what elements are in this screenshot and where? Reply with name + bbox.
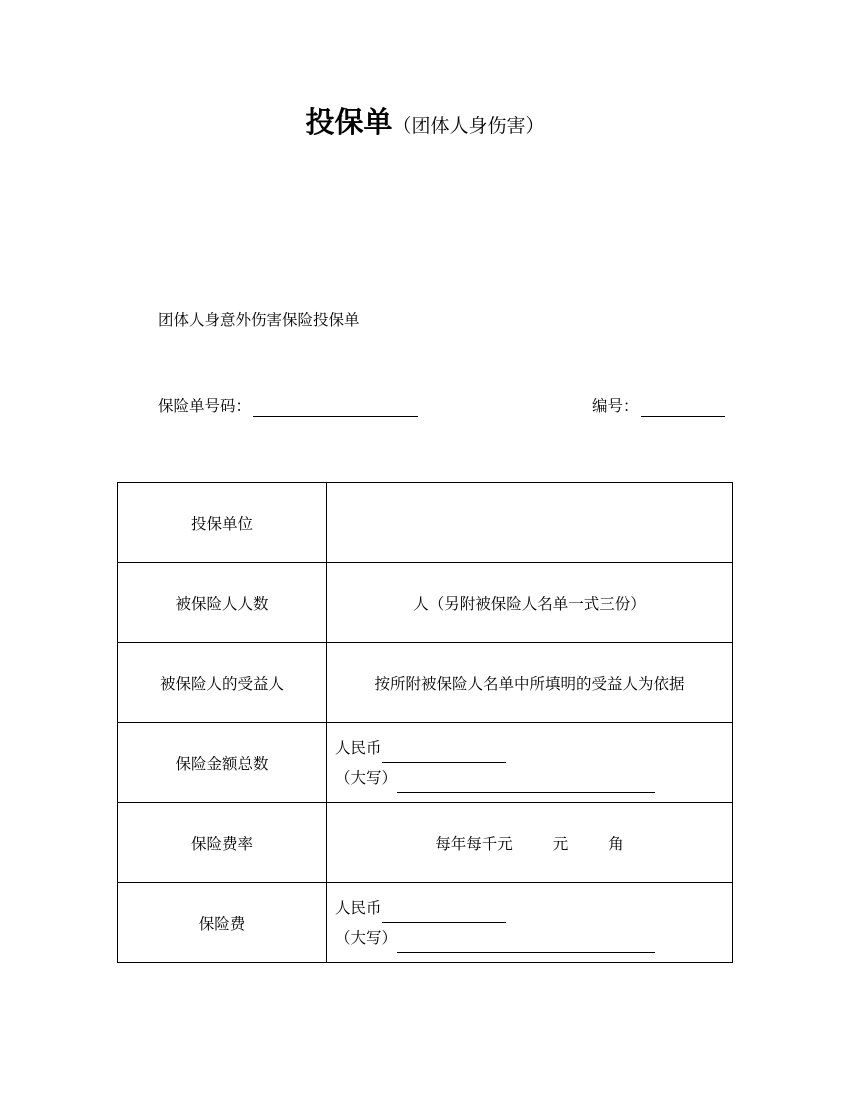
sum-insured-value-cell <box>327 723 733 803</box>
premium-value-cell <box>327 883 733 963</box>
row-label-insured-count: 被保险人人数 <box>118 563 327 643</box>
sum-insured-words-blank[interactable] <box>397 772 655 793</box>
table-row <box>118 723 733 803</box>
serial-number-blank[interactable] <box>641 398 725 417</box>
premium-rmb-line <box>335 893 732 923</box>
title-main: 投保单 <box>305 105 393 139</box>
row-label-premium: 保险费 <box>118 883 327 963</box>
application-form-table <box>117 482 733 963</box>
premium-rmb-label: 人民币 <box>335 898 382 917</box>
premium-rate-value <box>327 803 733 883</box>
beneficiary-value: 按所附被保险人名单中所填明的受益人为依据 <box>327 643 733 723</box>
serial-number-label: 编号： <box>592 397 639 415</box>
table-row <box>118 883 733 963</box>
title-subtitle: （团体人身伤害） <box>392 115 545 137</box>
premium-rate-yuan: 元 <box>552 834 569 853</box>
policy-number-label: 保险单号码： <box>158 397 252 415</box>
row-label-beneficiary: 被保险人的受益人 <box>118 643 327 723</box>
row-label-premium-rate: 保险费率 <box>118 803 327 883</box>
table-row <box>118 803 733 883</box>
table-row <box>118 483 733 563</box>
form-subtitle: 团体人身意外伤害保险投保单 <box>158 311 360 329</box>
table-row <box>118 563 733 643</box>
premium-rate-jiao: 角 <box>608 834 624 853</box>
premium-words-label: （大写） <box>335 928 398 947</box>
policy-number-blank[interactable] <box>253 398 418 417</box>
insured-count-value: 人（另附被保险人名单一式三份） <box>327 563 733 643</box>
row-label-applicant: 投保单位 <box>118 483 327 563</box>
premium-rate-per-thousand: 每年每千元 <box>435 834 513 853</box>
sum-insured-words-label: （大写） <box>335 768 398 787</box>
table-row <box>118 643 733 723</box>
premium-words-line <box>335 923 732 953</box>
policy-number-field <box>158 395 418 417</box>
premium-words-blank[interactable] <box>397 932 655 953</box>
sum-insured-rmb-line <box>335 733 732 763</box>
serial-number-field <box>592 395 725 417</box>
premium-rmb-blank[interactable] <box>382 902 506 923</box>
applicant-value-cell[interactable] <box>327 483 733 563</box>
sum-insured-rmb-label: 人民币 <box>335 738 382 757</box>
row-label-sum-insured: 保险金额总数 <box>118 723 327 803</box>
sum-insured-words-line <box>335 763 732 793</box>
sum-insured-rmb-blank[interactable] <box>382 742 506 763</box>
page-title <box>0 100 850 149</box>
